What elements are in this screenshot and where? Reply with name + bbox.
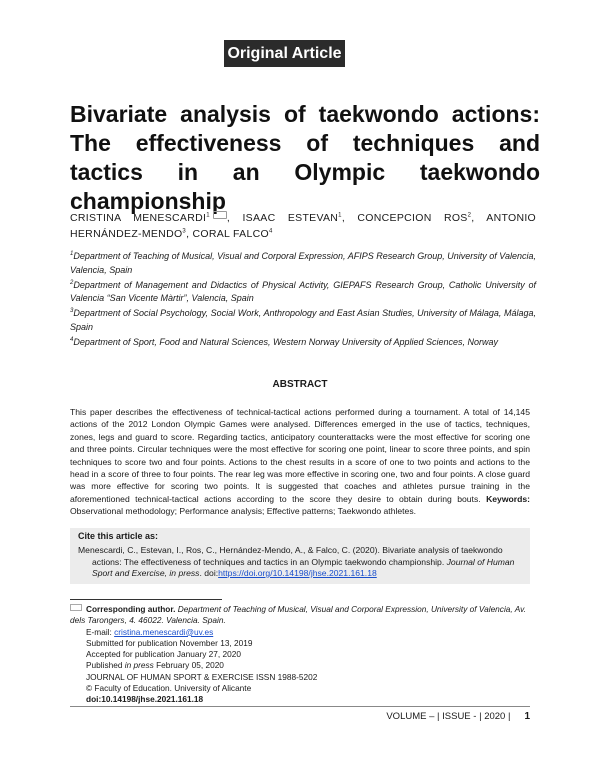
affiliation-text: Department of Management and Didactics of Physical Activity, GIEPAFS Research Group, Catholic University of Valencia “San Vicente Màrtir”, Valencia, Spain xyxy=(70,279,536,303)
email-line xyxy=(70,627,536,638)
affiliation-text: Department of Teaching of Musical, Visual and Corporal Expression, AFIPS Research Group, University of Valencia, Valencia, Spain xyxy=(70,251,536,275)
author-separator: , xyxy=(341,212,358,224)
affiliation-2 xyxy=(70,279,536,306)
affiliation-text: Department of Social Psychology, Social Work, Anthropology and East Asian Studies, University of Málaga, Málaga, Spain xyxy=(70,308,536,332)
affiliation-3 xyxy=(70,307,536,334)
author-name: ANTONIO HERNÁNDEZ-MENDO xyxy=(70,212,537,240)
author-affil-sup: 3 xyxy=(182,228,187,235)
article-type-badge: Original Article xyxy=(224,40,345,67)
correspondence-address: Department of Teaching of Musical, Visual and Corporal Expression, University of Valencia, Av. dels Tarongers, 4. 46022. Valencia. Spain. xyxy=(70,604,526,626)
affiliation-number: 1 xyxy=(70,251,74,257)
author-separator: , xyxy=(186,228,193,240)
copyright-line: © Faculty of Education. University of Alicante xyxy=(86,683,252,694)
citation-journal: Journal of Human Sport and Exercise, in press xyxy=(92,556,515,578)
author-affil-sup: 4 xyxy=(268,228,273,235)
citation-body xyxy=(78,545,524,580)
affiliation-4 xyxy=(70,336,536,350)
affiliation-number: 4 xyxy=(70,336,74,343)
author-name: ISAAC ESTEVAN xyxy=(242,212,339,224)
author-name: CORAL FALCO xyxy=(192,228,269,240)
volume-issue: VOLUME – | ISSUE - | 2020 | xyxy=(386,711,511,722)
citation-reference: Menescardi, C., Estevan, I., Ros, C., Hernández-Mendo, A., & Falco, C. (2020). Bivariate analysis of taekwondo actions: The effectiveness of techniques and tactics in an Olympic taekwondo championship. xyxy=(78,545,503,567)
published-status: in press xyxy=(124,660,154,671)
correspondence-address-line xyxy=(70,604,536,627)
abstract-text: This paper describes the effectiveness of technical-tactical actions performed during a tournament. A total of 14,145 actions of the 2012 London Olympic Games were analysed. Differences emerged in the use of tactics, techniques, zones, legs and guard to score. Regarding tactics, anticipatory counterattacks were the most effective for scoring one and three points. Circular techniques were the most effective for scoring one point, linear to score three points, and spin techniques to score two and four points. Actions to the chest results in a score of one to two points and actions to the head in a score of three to four points. The rear leg was more effective in scoring one, two and four points. A close guard was more effective for scoring two points. It is suggested that coaches and athletes pursue training in the aforementioned technical-tactical actions according to the score they desire to obtain during bouts. xyxy=(70,407,530,504)
author-separator: , xyxy=(471,212,487,224)
author-separator: , xyxy=(226,212,243,224)
submitted-date: Submitted for publication November 13, 2019 xyxy=(86,637,253,648)
abstract-heading: ABSTRACT xyxy=(272,379,328,390)
affiliations xyxy=(70,250,536,351)
journal-issn: JOURNAL OF HUMAN SPORT & EXERCISE ISSN 1988-5202 xyxy=(86,671,318,682)
published-prefix: Published xyxy=(86,660,125,671)
citation-heading: Cite this article as: xyxy=(78,531,159,541)
author-affil-sup: 1 xyxy=(338,212,342,219)
published-date-value: February 05, 2020 xyxy=(153,660,224,671)
affiliation-number: 3 xyxy=(70,308,74,314)
keywords-label: Keywords: xyxy=(486,493,530,504)
accepted-date: Accepted for publication January 27, 2020 xyxy=(86,649,241,660)
citation-doi-label: . doi: xyxy=(199,568,219,578)
author-affil-sup: 1 xyxy=(206,212,210,219)
published-date xyxy=(70,660,536,671)
page-footer xyxy=(300,711,530,722)
page-number: 1 xyxy=(524,711,530,722)
author-name: CONCEPCION ROS xyxy=(357,212,468,224)
corresponding-author-label: Corresponding author. xyxy=(86,604,176,614)
citation-text xyxy=(78,545,524,580)
abstract-body xyxy=(70,406,530,518)
keywords-text: Observational methodology; Performance analysis; Effective patterns; Taekwondo athletes. xyxy=(70,506,417,517)
author-affil-sup: 2 xyxy=(467,212,472,219)
affiliation-text: Department of Sport, Food and Natural Sciences, Western Norway University of Applied Sciences, Norway xyxy=(73,336,499,347)
footnote-divider xyxy=(70,599,222,600)
mail-icon[interactable] xyxy=(213,211,227,219)
email-link[interactable]: cristina.menescardi@uv.es xyxy=(114,626,214,637)
affiliation-1 xyxy=(70,250,536,277)
affiliation-number: 2 xyxy=(70,279,74,286)
correspondence-block xyxy=(70,604,536,706)
paper-title: Bivariate analysis of taekwondo actions: The effectiveness of techniques and tactics in an Olympic taekwondo championship xyxy=(70,101,540,214)
doi-line: doi:10.14198/jhse.2021.161.18 xyxy=(86,694,204,705)
footer-divider xyxy=(70,706,530,707)
author-list xyxy=(70,210,536,242)
author-name: CRISTINA MENESCARDI xyxy=(70,212,207,224)
citation-doi-link[interactable]: https://doi.org/10.14198/jhse.2021.161.18 xyxy=(218,568,377,578)
email-label: E-mail: xyxy=(86,626,115,637)
mail-icon xyxy=(70,604,82,611)
